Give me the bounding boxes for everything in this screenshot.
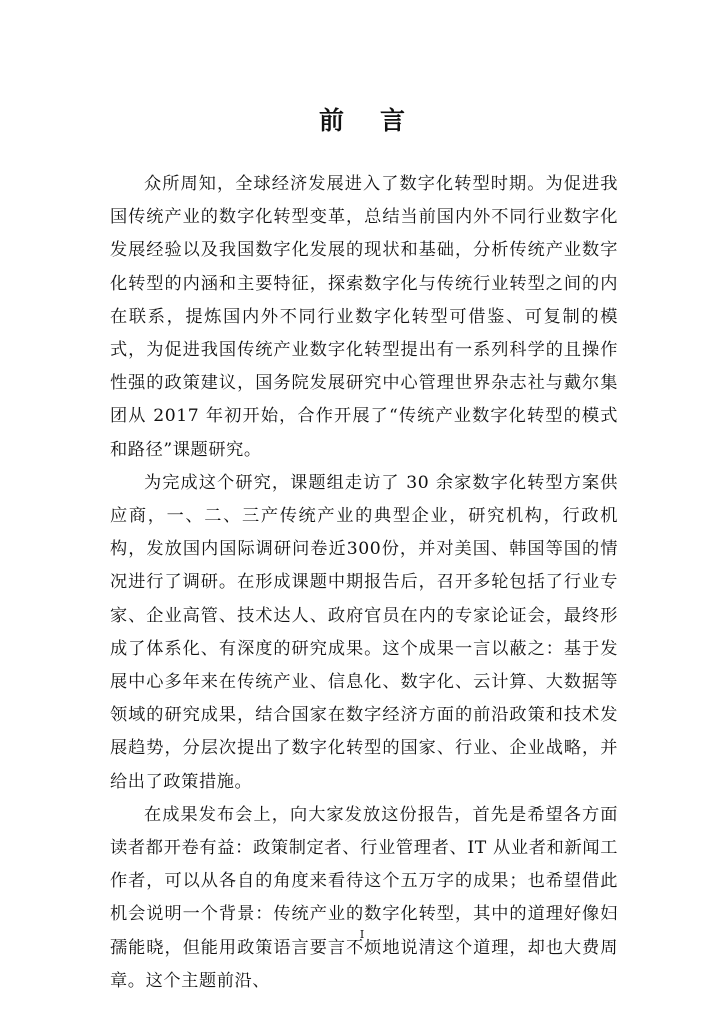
body-text [110, 168, 618, 998]
paragraph-2: 为完成这个研究，课题组走访了 30 余家数字化转型方案供应商，一、二、三产传统产业的典型企业，研究机构，行政机构，发放国内国际调研问卷近300份，并对美国、韩国等国的情况进行了调研。在形成课题中期报告后，召开多轮包括了行业专家、企业高管、技术达人、政府官员在内的专家论证会，最终形成了体系化、有深度的研究成果。这个成果一言以蔽之：基于发展中心多年来在传统产业、信息化、数字化、云计算、大数据等领域的研究成果，结合国家在数字经济方面的前沿政策和技术发展趋势，分层次提出了数字化转型的国家、行业、企业战略，并给出了政策措施。 [110, 472, 618, 792]
title-char-1: 前 [318, 106, 344, 135]
page-number: I [359, 928, 365, 941]
paragraph-3: 在成果发布会上，向大家发放这份报告，首先是希望各方面读者都开卷有益：政策制定者、行业管理者、IT 从业者和新闻工作者，可以从各自的角度来看待这个五万字的成果；也希望借此机会说明一个背景：传统产业的数字化转型，其中的道理好像妇孺能晓，但能用政策语言要言不烦地说清这个道理，却也大费周章。这个主题前沿、 [110, 804, 618, 991]
paragraph-1: 众所周知，全球经济发展进入了数字化转型时期。为促进我国传统产业的数字化转型变革，总结当前国内外不同行业数字化发展经验以及我国数字化发展的现状和基础，分析传统产业数字化转型的内涵和主要特征，探索数字化与传统行业转型之间的内在联系，提炼国内外不同行业数字化转型可借鉴、可复制的模式，为促进我国传统产业数字化转型提出有一系列科学的且操作性强的政策建议，国务院发展研究中心管理世界杂志社与戴尔集团从 2017 年初开始，合作开展了“传统产业数字化转型的模式和路径”课题研究。 [110, 174, 618, 460]
page-title [0, 106, 724, 136]
title-char-2: 言 [380, 106, 406, 135]
